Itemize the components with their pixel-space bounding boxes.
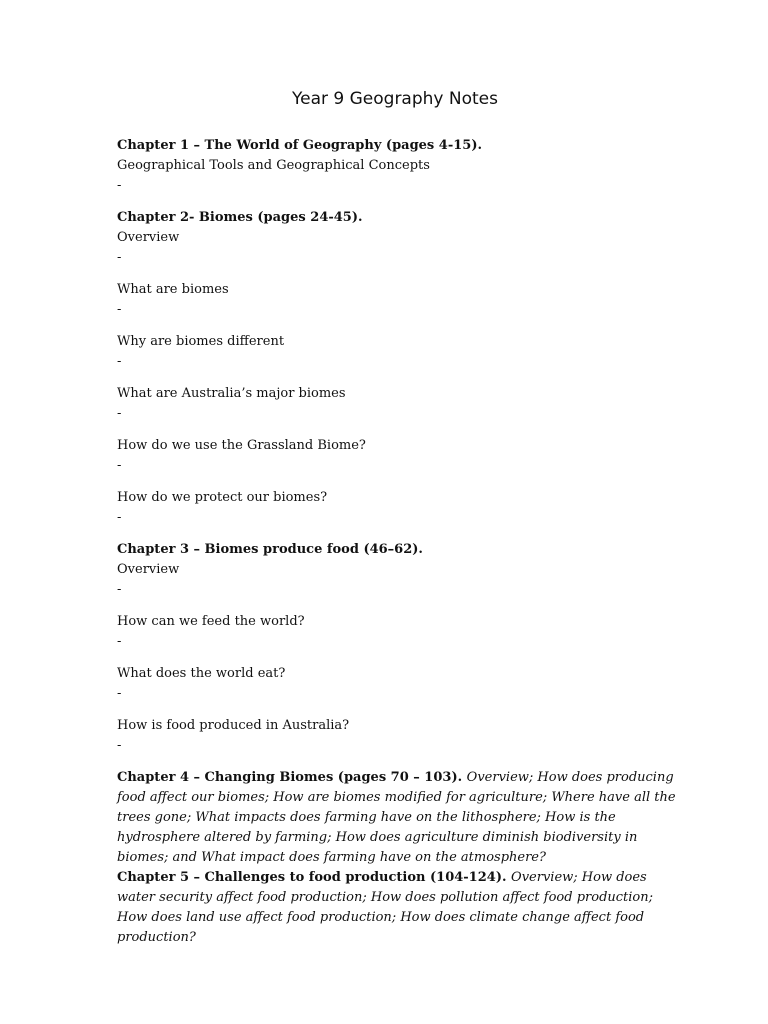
chapter-3-title: Chapter 3 – Biomes produce food (46–62). xyxy=(117,542,423,557)
bullet-dash: - xyxy=(117,738,122,753)
chapter-4-section xyxy=(117,768,687,868)
bullet-dash: - xyxy=(117,510,122,525)
chapter-2-item: How do we use the Grassland Biome? xyxy=(117,438,366,453)
chapter-3-section xyxy=(117,540,687,756)
chapter-1-section xyxy=(117,136,687,196)
chapter-1-title: Chapter 1 – The World of Geography (pages 4-15). xyxy=(117,138,482,153)
bullet-dash: - xyxy=(117,686,122,701)
chapter-3-item: Overview xyxy=(117,562,180,577)
bullet-dash: - xyxy=(117,582,122,597)
chapter-5-topics: Overview; How does water security affect food production; How does pollution affect food production; How does land use affect food production; How does climate change affect food production? xyxy=(117,870,654,945)
chapter-2-title: Chapter 2- Biomes (pages 24-45). xyxy=(117,210,363,225)
bullet-dash: - xyxy=(117,406,122,421)
chapter-3-item: How is food produced in Australia? xyxy=(117,718,350,733)
bullet-dash: - xyxy=(117,354,122,369)
document-body xyxy=(117,136,687,948)
bullet-dash: - xyxy=(117,458,122,473)
chapter-5-title: Chapter 5 – Challenges to food production (104-124). xyxy=(117,870,512,885)
chapter-3-item: How can we feed the world? xyxy=(117,614,305,629)
chapter-4-topics: Overview; How does producing food affect our biomes; How are biomes modified for agriculture; Where have all the trees gone; What impacts does farming have on the lithosphere; How is the hydrosphere altered by farming; How does agriculture diminish biodiversity in biomes; and What impact does farming have on the atmosphere? xyxy=(117,770,676,865)
document-title: Year 9 Geography Notes xyxy=(292,89,498,109)
chapter-4-title: Chapter 4 – Changing Biomes (pages 70 – 103). xyxy=(117,770,467,785)
chapter-2-item: Why are biomes different xyxy=(117,334,285,349)
bullet-dash: - xyxy=(117,250,122,265)
chapter-5-section xyxy=(117,868,687,948)
bullet-dash: - xyxy=(117,302,122,317)
chapter-2-item: What are biomes xyxy=(117,282,229,297)
chapter-2-section xyxy=(117,208,687,528)
chapter-3-item: What does the world eat? xyxy=(117,666,286,681)
chapter-2-item: What are Australia’s major biomes xyxy=(117,386,346,401)
chapter-1-item: Geographical Tools and Geographical Concepts xyxy=(117,158,430,173)
bullet-dash: - xyxy=(117,634,122,649)
chapter-2-item: How do we protect our biomes? xyxy=(117,490,328,505)
bullet-dash: - xyxy=(117,178,122,193)
chapter-2-item: Overview xyxy=(117,230,180,245)
